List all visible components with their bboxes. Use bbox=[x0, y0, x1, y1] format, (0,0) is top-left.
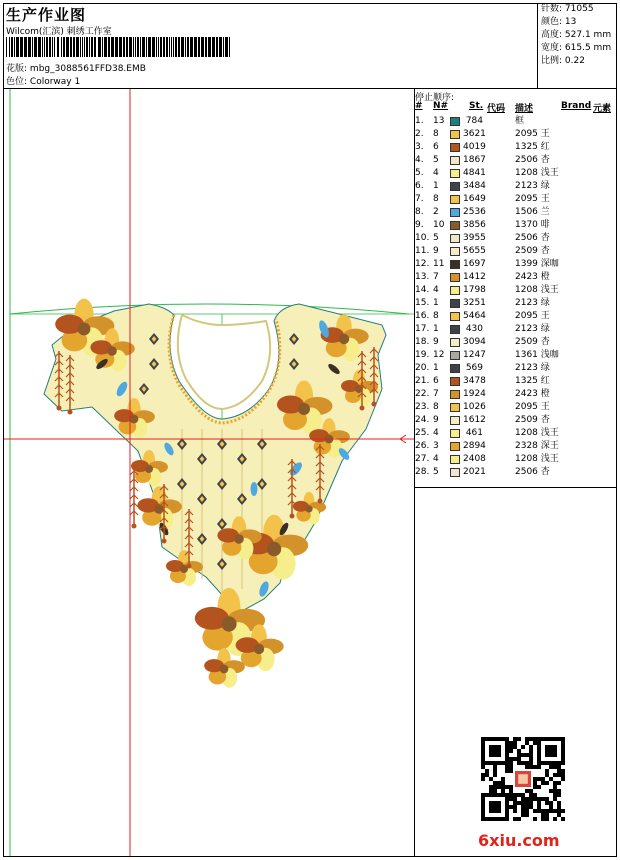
color-stop-row bbox=[415, 206, 617, 219]
stitch-count: 3856 bbox=[463, 220, 486, 230]
color-swatch bbox=[450, 169, 460, 178]
thread-description: 2423 橙 bbox=[515, 272, 550, 282]
stop-index: 3. bbox=[415, 142, 424, 152]
col-code: 代码 bbox=[487, 104, 506, 114]
color-swatch bbox=[450, 325, 460, 334]
stop-index: 14. bbox=[415, 285, 430, 295]
needle-number: 7 bbox=[433, 389, 439, 399]
color-stop-row bbox=[415, 401, 617, 414]
design-file-line bbox=[6, 61, 146, 74]
stitch-count: 5655 bbox=[463, 246, 486, 256]
color-swatch bbox=[450, 234, 460, 243]
needle-number: 10 bbox=[433, 220, 445, 230]
colorway-line bbox=[6, 74, 80, 87]
needle-number: 3 bbox=[433, 441, 439, 451]
needle-number: 7 bbox=[433, 272, 439, 282]
color-stop-row bbox=[415, 115, 617, 128]
stop-index: 10. bbox=[415, 233, 430, 243]
color-swatch bbox=[450, 364, 460, 373]
frame-curve bbox=[10, 304, 409, 314]
color-swatch bbox=[450, 312, 460, 321]
stitch-count: 1412 bbox=[463, 272, 486, 282]
stitch-count: 2894 bbox=[463, 441, 486, 451]
stitch-count: 1026 bbox=[463, 402, 486, 412]
stitch-count: 3094 bbox=[463, 337, 486, 347]
color-stop-row bbox=[415, 427, 617, 440]
neck-opening bbox=[178, 315, 270, 409]
color-stop-row bbox=[415, 310, 617, 323]
color-stop-row bbox=[415, 375, 617, 388]
stop-list-header bbox=[415, 101, 617, 113]
thread-description: 2506 杏 bbox=[515, 155, 550, 165]
thread-description: 2123 绿 bbox=[515, 324, 550, 334]
thread-description: 2509 杏 bbox=[515, 246, 550, 256]
sheet-title: 生产作业图 bbox=[6, 6, 87, 24]
color-swatch bbox=[450, 221, 460, 230]
needle-number: 2 bbox=[433, 207, 439, 217]
needle-number: 9 bbox=[433, 337, 439, 347]
needle-number: 5 bbox=[433, 233, 439, 243]
color-swatch bbox=[450, 455, 460, 464]
color-stop-row bbox=[415, 232, 617, 245]
stitch-count: 1612 bbox=[463, 415, 486, 425]
color-stop-row bbox=[415, 154, 617, 167]
col-needle: N# bbox=[433, 101, 449, 111]
thread-description: 2123 绿 bbox=[515, 363, 550, 373]
color-stop-row bbox=[415, 388, 617, 401]
needle-number: 1 bbox=[433, 181, 439, 191]
stitch-count: 461 bbox=[465, 428, 483, 438]
color-stop-row bbox=[415, 349, 617, 362]
stop-index: 25. bbox=[415, 428, 430, 438]
col-stitches: St. bbox=[469, 101, 484, 111]
thread-description: 2095 王 bbox=[515, 311, 550, 321]
stop-index: 1. bbox=[415, 116, 424, 126]
stop-index: 16. bbox=[415, 311, 430, 321]
color-stop-row bbox=[415, 453, 617, 466]
stop-index: 26. bbox=[415, 441, 430, 451]
stop-index: 12. bbox=[415, 259, 430, 269]
stitch-count: 1924 bbox=[463, 389, 486, 399]
color-stop-row bbox=[415, 466, 617, 479]
thread-description: 2423 橙 bbox=[515, 389, 550, 399]
thread-description: 1208 浅王 bbox=[515, 285, 559, 295]
thread-description: 2328 深王 bbox=[515, 441, 559, 451]
thread-description: 1208 浅王 bbox=[515, 454, 559, 464]
needle-number: 12 bbox=[433, 350, 445, 360]
col-description: 描述 bbox=[515, 104, 534, 114]
thread-description: 2123 绿 bbox=[515, 181, 550, 191]
stitch-count: 2408 bbox=[463, 454, 486, 464]
thread-description: 框 bbox=[515, 116, 525, 126]
thread-description: 1370 啡 bbox=[515, 220, 550, 230]
color-stop-row bbox=[415, 336, 617, 349]
color-swatch bbox=[450, 156, 460, 165]
embroidery-preview bbox=[4, 89, 414, 856]
stitch-count: 784 bbox=[465, 116, 483, 126]
color-swatch bbox=[450, 286, 460, 295]
stitch-count: 3251 bbox=[463, 298, 486, 308]
stop-index: 27. bbox=[415, 454, 430, 464]
thread-description: 1399 深咖 bbox=[515, 259, 559, 269]
needle-number: 8 bbox=[433, 194, 439, 204]
stitch-count: 3478 bbox=[463, 376, 486, 386]
stop-index: 21. bbox=[415, 376, 430, 386]
color-stop-row bbox=[415, 193, 617, 206]
barcode bbox=[6, 37, 234, 57]
col-brand: Brand bbox=[561, 101, 592, 111]
stop-index: 15. bbox=[415, 298, 430, 308]
stop-index: 7. bbox=[415, 194, 424, 204]
stop-index: 9. bbox=[415, 220, 424, 230]
color-stop-row bbox=[415, 180, 617, 193]
stitch-count: 430 bbox=[465, 324, 483, 334]
stop-index: 19. bbox=[415, 350, 430, 360]
stitch-count: 2021 bbox=[463, 467, 486, 477]
color-swatch bbox=[450, 247, 460, 256]
color-swatch bbox=[450, 338, 460, 347]
needle-number: 1 bbox=[433, 298, 439, 308]
needle-number: 4 bbox=[433, 428, 439, 438]
color-swatch bbox=[450, 299, 460, 308]
stop-index: 13. bbox=[415, 272, 430, 282]
color-swatch bbox=[450, 429, 460, 438]
color-swatch bbox=[450, 351, 460, 360]
color-swatch bbox=[450, 403, 460, 412]
color-swatch bbox=[450, 468, 460, 477]
thread-description: 2095 王 bbox=[515, 402, 550, 412]
color-swatch bbox=[450, 416, 460, 425]
color-swatch bbox=[450, 377, 460, 386]
stitch-count: 3484 bbox=[463, 181, 486, 191]
needle-number: 5 bbox=[433, 155, 439, 165]
color-stop-row bbox=[415, 245, 617, 258]
needle-number: 9 bbox=[433, 415, 439, 425]
stitch-count: 1649 bbox=[463, 194, 486, 204]
color-swatch bbox=[450, 143, 460, 152]
stitch-count: 3955 bbox=[463, 233, 486, 243]
stitch-count: 569 bbox=[465, 363, 483, 373]
design-file-label: 花版: bbox=[6, 64, 28, 74]
thread-description: 2509 杏 bbox=[515, 415, 550, 425]
color-swatch bbox=[450, 182, 460, 191]
color-stop-row bbox=[415, 440, 617, 453]
needle-number: 1 bbox=[433, 363, 439, 373]
needle-number: 8 bbox=[433, 129, 439, 139]
list-divider bbox=[415, 487, 617, 488]
thread-description: 1325 红 bbox=[515, 142, 550, 152]
design-stats bbox=[537, 3, 618, 89]
color-stop-row bbox=[415, 141, 617, 154]
stop-index: 11. bbox=[415, 246, 430, 256]
thread-description: 2123 绿 bbox=[515, 298, 550, 308]
stat-colors: 颜色: 13 bbox=[541, 17, 577, 27]
col-index: # bbox=[415, 101, 423, 111]
stop-index: 23. bbox=[415, 402, 430, 412]
stitch-count: 1867 bbox=[463, 155, 486, 165]
needle-number: 8 bbox=[433, 402, 439, 412]
needle-number: 1 bbox=[433, 324, 439, 334]
thread-description: 1208 浅王 bbox=[515, 428, 559, 438]
stop-index: 22. bbox=[415, 389, 430, 399]
color-swatch bbox=[450, 208, 460, 217]
color-swatch bbox=[450, 195, 460, 204]
stop-index: 8. bbox=[415, 207, 424, 217]
color-swatch bbox=[450, 442, 460, 451]
needle-number: 6 bbox=[433, 142, 439, 152]
color-stop-row bbox=[415, 219, 617, 232]
stop-index: 20. bbox=[415, 363, 430, 373]
color-swatch bbox=[450, 130, 460, 139]
color-stop-row bbox=[415, 128, 617, 141]
stop-index: 28. bbox=[415, 467, 430, 477]
col-element: 元素 bbox=[593, 104, 612, 114]
needle-number: 4 bbox=[433, 168, 439, 178]
thread-description: 2095 王 bbox=[515, 194, 550, 204]
stop-index: 24. bbox=[415, 415, 430, 425]
site-watermark: 6xiu.com bbox=[478, 831, 560, 850]
thread-description: 1506 兰 bbox=[515, 207, 550, 217]
needle-number: 13 bbox=[433, 116, 445, 126]
color-stop-row bbox=[415, 362, 617, 375]
stitch-count: 1798 bbox=[463, 285, 486, 295]
stat-stitches: 针数: 71055 bbox=[541, 4, 594, 14]
stitch-count: 1247 bbox=[463, 350, 486, 360]
color-stop-row bbox=[415, 414, 617, 427]
needle-number: 11 bbox=[433, 259, 445, 269]
stitch-count: 4841 bbox=[463, 168, 486, 178]
color-stop-row bbox=[415, 284, 617, 297]
stitch-count: 4019 bbox=[463, 142, 486, 152]
stop-sequence-title: 停止顺序: bbox=[415, 93, 455, 103]
needle-number: 4 bbox=[433, 285, 439, 295]
stitch-count: 2536 bbox=[463, 207, 486, 217]
company-name: Wilcom(汇滨) 刺绣工作室 bbox=[6, 27, 112, 37]
needle-number: 9 bbox=[433, 246, 439, 256]
stop-index: 5. bbox=[415, 168, 424, 178]
stat-scale: 比例: 0.22 bbox=[541, 56, 585, 66]
needle-number: 8 bbox=[433, 311, 439, 321]
stat-height: 高度: 527.1 mm bbox=[541, 30, 612, 40]
stitch-count: 1697 bbox=[463, 259, 486, 269]
design-file-name: mbg_3088561FFD38.EMB bbox=[29, 64, 146, 74]
needle-number: 6 bbox=[433, 376, 439, 386]
stat-width: 宽度: 615.5 mm bbox=[541, 43, 612, 53]
color-swatch bbox=[450, 390, 460, 399]
color-stop-row bbox=[415, 297, 617, 310]
stop-index: 18. bbox=[415, 337, 430, 347]
color-stop-row bbox=[415, 271, 617, 284]
needle-number: 5 bbox=[433, 467, 439, 477]
embroidery-canvas bbox=[4, 89, 414, 856]
stitch-count: 3621 bbox=[463, 129, 486, 139]
thread-description: 1325 红 bbox=[515, 376, 550, 386]
color-stop-row bbox=[415, 167, 617, 180]
thread-description: 2506 杏 bbox=[515, 467, 550, 477]
color-swatch bbox=[450, 117, 460, 126]
thread-description: 2509 杏 bbox=[515, 337, 550, 347]
thread-description: 2095 王 bbox=[515, 129, 550, 139]
stop-index: 17. bbox=[415, 324, 430, 334]
stop-index: 2. bbox=[415, 129, 424, 139]
stop-index: 4. bbox=[415, 155, 424, 165]
color-swatch bbox=[450, 273, 460, 282]
color-stop-row bbox=[415, 258, 617, 271]
color-swatch bbox=[450, 260, 460, 269]
qr-code bbox=[481, 737, 565, 821]
colorway-label: 色位: bbox=[6, 77, 28, 87]
stop-index: 6. bbox=[415, 181, 424, 191]
thread-description: 1361 浅咖 bbox=[515, 350, 559, 360]
colorway-value: Colorway 1 bbox=[29, 77, 81, 87]
color-stop-row bbox=[415, 323, 617, 336]
needle-number: 4 bbox=[433, 454, 439, 464]
stitch-count: 5464 bbox=[463, 311, 486, 321]
thread-description: 2506 杏 bbox=[515, 233, 550, 243]
thread-description: 1208 浅王 bbox=[515, 168, 559, 178]
